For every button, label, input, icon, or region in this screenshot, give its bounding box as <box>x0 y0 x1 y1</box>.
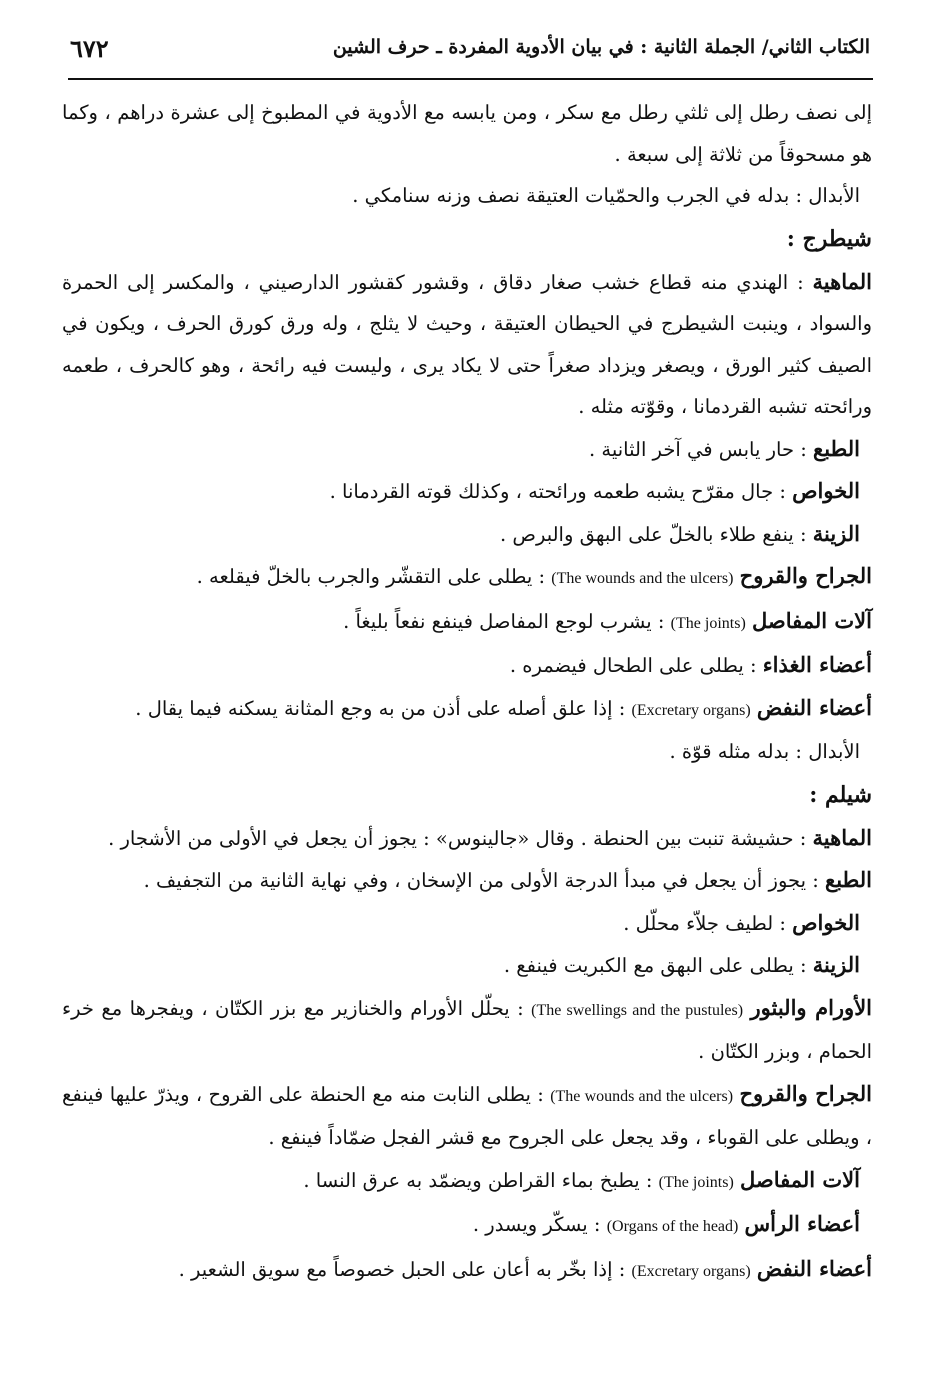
mafasil-text: : يشرب لوجع المفاصل فينفع نفعاً بليغاً . <box>343 609 665 633</box>
mafasil-english: (The joints) <box>658 1173 734 1191</box>
ras-label: أعضاء الرأس <box>744 1211 860 1236</box>
mahiya-text: : الهندي منه قطاع خشب صغار دقاق ، وقشور كقشور الدارصيني ، والمكسر إلى الحمرة والسواد ، وينبت الشيطرج في الحيطان العتيقة ، وحيث لا يثلج ، وله ورق كورق الحرف ، ويكون في الصيف كثير الورق ، ويصغر ويزداد صغراً حتى لا يكاد يرى ، وليست فيه رائحة ، وهو كالحرف ، طعمه ورائحته تشبه القردمانا ، وقوّته مثله . <box>62 270 872 418</box>
nafd-english: (Excretary organs) <box>631 701 751 719</box>
khawas-label: الخواص <box>792 909 860 935</box>
intro-paragraph <box>62 92 872 175</box>
zina-text: : ينفع طلاء بالخلّ على البهق والبرص . <box>499 522 807 546</box>
shaylam-khawas <box>62 902 872 945</box>
shitaraj-tab <box>62 428 872 471</box>
shitaraj-abdal: الأبدال : بدله مثله قوّة . <box>669 740 860 763</box>
jirah-text: : يطلى على التقشّر والجرب بالخلّ فيقلعه . <box>196 565 546 588</box>
nafd-text: : إذا بخّر به أعان على الحبل خصوصاً مع سويق الشعير . <box>178 1257 626 1281</box>
mahiya-label: الماهية <box>812 824 872 850</box>
shitaraj-mafasil <box>62 600 872 645</box>
mafasil-label: آلات المفاصل <box>739 1166 860 1192</box>
shitaraj-mahiya <box>62 261 872 428</box>
shitaraj-zina <box>62 513 872 556</box>
shitaraj-ghidha <box>62 644 872 687</box>
shaylam-ras <box>62 1203 872 1248</box>
running-title: الكتاب الثاني/ الجملة الثانية : في بيان الأدوية المفردة ـ حرف الشين <box>332 36 870 58</box>
awram-label: الأورام والبثور <box>750 994 873 1020</box>
ras-text: : يسكّر ويسدر . <box>472 1213 601 1236</box>
entry-heading-shitaraj: شيطرج : <box>786 225 872 252</box>
mafasil-text: : يطبخ بماء القراطن ويضمّد به عرق النسا . <box>303 1168 653 1192</box>
mahiya-label: الماهية <box>812 268 872 294</box>
jirah-text: : يطلى النابت منه مع الحنطة على القروح ، ويذرّ عليها فينفع ، ويطلى على القوباء ، وقد يجعل على الجروح مع قشر الفجل ضمّاداً فينفع . <box>62 1082 872 1149</box>
shaylam-mahiya <box>62 817 872 860</box>
shaylam-awram <box>62 987 872 1073</box>
header-rule <box>68 78 873 80</box>
awram-english: (The swellings and the pustules) <box>531 1001 744 1019</box>
page-number: ٦٧٢ <box>70 34 109 63</box>
awram-text: : يحلّل الأورام والخنازير مع بزر الكتّان ، ويفجرها مع خرء الحمام ، وبزر الكتّان . <box>62 996 872 1063</box>
ghidha-label: أعضاء الغذاء <box>762 652 872 677</box>
jirah-label: الجراح والقروح <box>739 563 872 588</box>
shitaraj-jirah <box>62 555 872 600</box>
shaylam-nafd <box>62 1248 872 1293</box>
jirah-label: الجراح والقروح <box>739 1080 872 1106</box>
intro-line-1: إلى نصف رطل إلى ثلثي رطل مع سكر ، ومن يابسه مع الأدوية في المطبوخ إلى عشرة دراهم ، <box>104 101 872 124</box>
jirah-english: (The wounds and the ulcers) <box>551 570 734 587</box>
nafd-english: (Excretary organs) <box>631 1262 751 1280</box>
nafd-text: : إذا علق أصله على أذن من به وجع المثانة يسكنه فيما يقال . <box>135 696 626 720</box>
intro-line-2: وكما هو مسحوقاً من ثلاثة إلى سبعة . <box>62 101 872 166</box>
zina-text: : يطلى على البهق مع الكبريت فينفع . <box>503 954 807 977</box>
page-body <box>62 92 872 1292</box>
khawas-label: الخواص <box>792 478 860 503</box>
zina-label: الزينة <box>812 520 860 546</box>
ras-english: (Organs of the head) <box>606 1218 739 1235</box>
zina-label: الزينة <box>812 952 860 977</box>
mahiya-text: : حشيشة تنبت بين الحنطة . وقال «جالينوس» : يجوز أن يجعل في الأولى من الأشجار . <box>108 826 807 850</box>
abdal-previous-entry: الأبدال : بدله في الجرب والحمّيات العتيقة نصف وزنه سنامكي . <box>352 184 860 207</box>
tab-label: الطبع <box>825 867 872 892</box>
page-header <box>70 30 870 72</box>
tab-text: : يجوز أن يجعل في مبدأ الدرجة الأولى من الإسخان ، وفي نهاية الثانية من التجفيف . <box>143 869 819 892</box>
nafd-label: أعضاء النفض <box>756 694 872 720</box>
shaylam-tab <box>62 859 872 902</box>
mafasil-english: (The joints) <box>670 614 746 632</box>
khawas-text: : جال مقرّح يشبه طعمه ورائحته ، وكذلك قوته القردمانا . <box>329 480 786 503</box>
tab-label: الطبع <box>813 435 860 461</box>
jirah-english: (The wounds and the ulcers) <box>550 1087 734 1105</box>
nafd-label: أعضاء النفض <box>756 1255 872 1281</box>
ghidha-text: : يطلى على الطحال فيضمره . <box>509 654 757 677</box>
khawas-text: : لطيف جلاّء محلّل . <box>623 911 786 935</box>
tab-text: : حار يابس في آخر الثانية . <box>589 437 807 461</box>
entry-heading-shaylam: شيلم : <box>809 781 872 808</box>
mafasil-label: آلات المفاصل <box>751 607 872 633</box>
shitaraj-khawas <box>62 470 872 513</box>
shaylam-mafasil <box>62 1159 872 1204</box>
shaylam-zina <box>62 944 872 987</box>
shaylam-jirah <box>62 1073 872 1159</box>
shitaraj-nafd <box>62 687 872 732</box>
